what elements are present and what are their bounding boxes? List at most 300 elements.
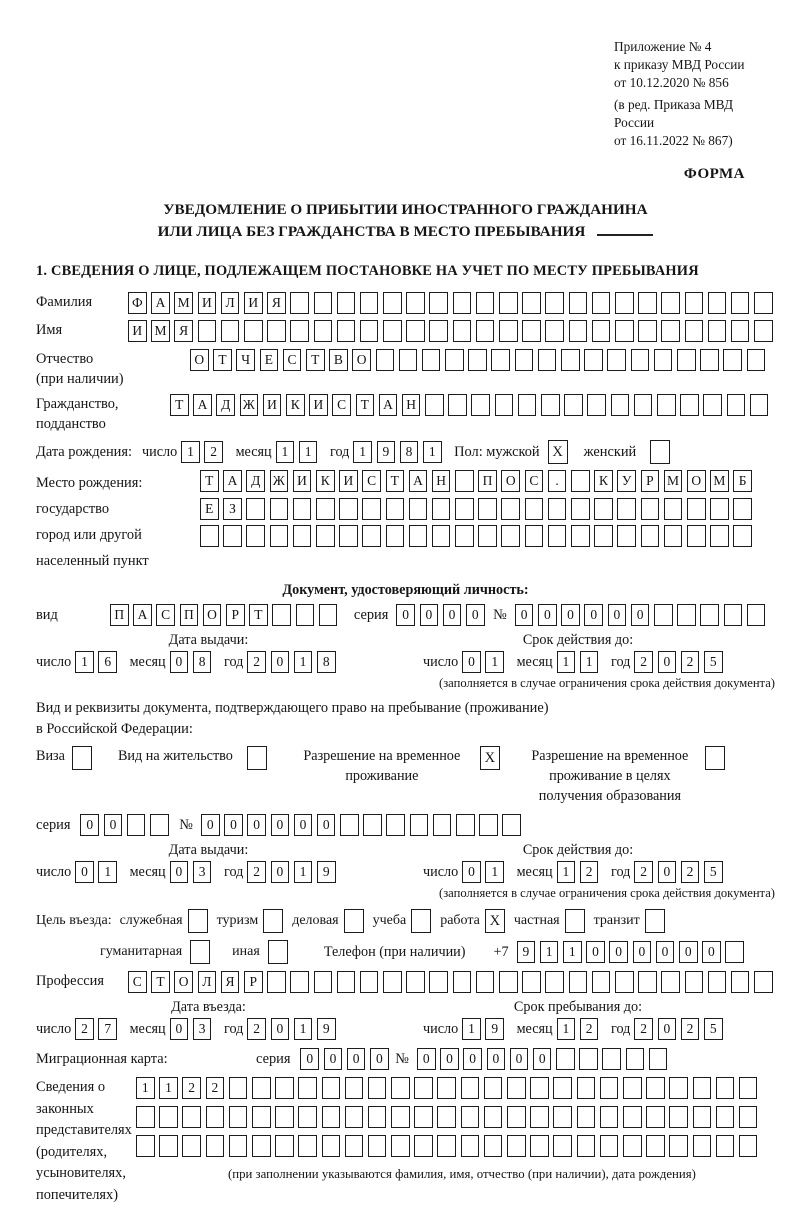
form-cell[interactable] [680,394,699,416]
form-cell[interactable] [594,525,613,547]
form-cell[interactable] [731,320,750,342]
form-cell[interactable] [479,814,498,836]
form-cell[interactable] [724,604,743,626]
form-cell[interactable] [501,525,520,547]
form-cell[interactable] [453,320,472,342]
form-cell[interactable] [275,1135,294,1157]
form-cell[interactable] [530,1106,549,1128]
form-cell[interactable] [252,1077,271,1099]
form-cell[interactable]: 0 [443,604,462,626]
form-cell[interactable] [386,498,405,520]
form-cell[interactable] [246,525,265,547]
form-cell[interactable] [478,498,497,520]
form-cell[interactable] [422,349,441,371]
form-cell[interactable]: 0 [466,604,485,626]
form-cell[interactable] [322,1135,341,1157]
form-cell[interactable] [723,349,742,371]
form-cell[interactable] [290,292,309,314]
form-cell[interactable]: 0 [586,941,605,963]
form-cell[interactable] [661,292,680,314]
form-cell[interactable] [518,394,537,416]
form-cell[interactable] [461,1077,480,1099]
form-cell[interactable] [244,320,263,342]
form-cell[interactable] [664,525,683,547]
form-cell[interactable] [649,1048,668,1070]
form-cell[interactable]: О [687,470,706,492]
form-cell[interactable]: 0 [170,1018,189,1040]
form-cell[interactable]: 7 [98,1018,117,1040]
form-cell[interactable]: Ж [240,394,259,416]
form-cell[interactable]: Т [356,394,375,416]
form-cell[interactable] [360,292,379,314]
form-cell[interactable]: 1 [159,1077,178,1099]
form-cell[interactable]: 0 [538,604,557,626]
form-cell[interactable] [577,1135,596,1157]
form-cell[interactable] [455,498,474,520]
form-cell[interactable] [587,394,606,416]
form-cell[interactable] [541,394,560,416]
form-cell[interactable] [731,971,750,993]
form-cell[interactable] [571,498,590,520]
form-cell[interactable] [429,320,448,342]
form-cell[interactable] [638,971,657,993]
form-cell[interactable] [623,1106,642,1128]
form-cell[interactable] [502,814,521,836]
form-cell[interactable] [600,1077,619,1099]
purpose-other-checkbox[interactable] [268,940,288,964]
form-cell[interactable] [685,292,704,314]
sex-male-checkbox[interactable]: X [548,440,568,464]
form-cell[interactable]: 2 [580,861,599,883]
form-cell[interactable] [290,971,309,993]
form-cell[interactable] [368,1135,387,1157]
form-cell[interactable] [322,1077,341,1099]
form-cell[interactable] [548,498,567,520]
form-cell[interactable] [515,349,534,371]
form-cell[interactable] [499,320,518,342]
form-cell[interactable] [507,1135,526,1157]
form-cell[interactable]: 0 [370,1048,389,1070]
form-cell[interactable]: 0 [702,941,721,963]
form-cell[interactable] [553,1077,572,1099]
form-cell[interactable] [360,320,379,342]
form-cell[interactable]: 1 [294,1018,313,1040]
form-cell[interactable]: 2 [204,441,223,463]
form-cell[interactable] [453,971,472,993]
form-cell[interactable] [708,292,727,314]
form-cell[interactable]: Т [200,470,219,492]
form-cell[interactable] [569,320,588,342]
form-cell[interactable]: Т [151,971,170,993]
form-cell[interactable] [267,320,286,342]
form-cell[interactable] [747,349,766,371]
form-cell[interactable]: М [664,470,683,492]
form-cell[interactable] [615,971,634,993]
form-cell[interactable]: Т [306,349,325,371]
form-cell[interactable]: 1 [181,441,200,463]
form-cell[interactable]: И [198,292,217,314]
form-cell[interactable]: 2 [247,861,266,883]
form-cell[interactable]: М [151,320,170,342]
form-cell[interactable]: 0 [300,1048,319,1070]
form-cell[interactable] [592,292,611,314]
form-cell[interactable]: 0 [75,861,94,883]
form-cell[interactable] [290,320,309,342]
sex-female-checkbox[interactable] [650,440,670,464]
form-cell[interactable] [478,525,497,547]
form-cell[interactable]: М [174,292,193,314]
form-cell[interactable] [221,320,240,342]
form-cell[interactable] [437,1106,456,1128]
form-cell[interactable]: 0 [631,604,650,626]
form-cell[interactable] [754,971,773,993]
form-cell[interactable] [623,1077,642,1099]
form-cell[interactable]: 9 [317,861,336,883]
form-cell[interactable] [617,498,636,520]
form-cell[interactable]: 6 [98,651,117,673]
form-cell[interactable]: 0 [658,861,677,883]
form-cell[interactable]: 2 [182,1077,201,1099]
form-cell[interactable]: И [309,394,328,416]
form-cell[interactable] [437,1077,456,1099]
form-cell[interactable] [631,349,650,371]
form-cell[interactable] [703,394,722,416]
form-cell[interactable] [383,292,402,314]
form-cell[interactable]: А [223,470,242,492]
form-cell[interactable] [739,1106,758,1128]
form-cell[interactable]: О [501,470,520,492]
form-cell[interactable]: 8 [193,651,212,673]
form-cell[interactable] [127,814,146,836]
form-cell[interactable]: 0 [170,861,189,883]
form-cell[interactable] [409,525,428,547]
form-cell[interactable] [731,292,750,314]
form-cell[interactable] [687,525,706,547]
form-cell[interactable] [579,1048,598,1070]
purpose-business-checkbox[interactable] [344,909,364,933]
form-cell[interactable] [136,1106,155,1128]
form-cell[interactable] [298,1077,317,1099]
form-cell[interactable] [708,971,727,993]
form-cell[interactable] [594,498,613,520]
form-cell[interactable] [252,1135,271,1157]
form-cell[interactable]: 8 [317,651,336,673]
form-cell[interactable]: С [128,971,147,993]
form-cell[interactable] [345,1106,364,1128]
form-cell[interactable] [360,971,379,993]
form-cell[interactable]: 0 [462,861,481,883]
form-cell[interactable]: 5 [704,1018,723,1040]
form-cell[interactable] [754,292,773,314]
form-cell[interactable]: Р [641,470,660,492]
form-cell[interactable] [484,1106,503,1128]
form-cell[interactable] [584,349,603,371]
form-cell[interactable]: И [244,292,263,314]
form-cell[interactable]: 1 [353,441,372,463]
form-cell[interactable] [646,1077,665,1099]
form-cell[interactable] [600,1106,619,1128]
form-cell[interactable]: Т [386,470,405,492]
form-cell[interactable] [484,1077,503,1099]
form-cell[interactable] [530,1135,549,1157]
form-cell[interactable]: И [263,394,282,416]
form-cell[interactable] [569,292,588,314]
form-cell[interactable]: Т [249,604,268,626]
form-cell[interactable]: С [156,604,175,626]
form-cell[interactable]: Н [402,394,421,416]
form-cell[interactable] [159,1135,178,1157]
form-cell[interactable] [229,1077,248,1099]
form-cell[interactable] [556,1048,575,1070]
form-cell[interactable]: Н [432,470,451,492]
form-cell[interactable] [340,814,359,836]
form-cell[interactable] [275,1077,294,1099]
form-cell[interactable] [368,1106,387,1128]
form-cell[interactable]: 0 [658,1018,677,1040]
form-cell[interactable] [577,1077,596,1099]
form-cell[interactable]: 2 [206,1077,225,1099]
form-cell[interactable] [611,394,630,416]
form-cell[interactable]: Е [260,349,279,371]
form-cell[interactable] [337,971,356,993]
form-cell[interactable] [270,525,289,547]
form-cell[interactable]: Ф [128,292,147,314]
form-cell[interactable] [754,320,773,342]
form-cell[interactable]: 1 [540,941,559,963]
form-cell[interactable]: И [339,470,358,492]
form-cell[interactable] [677,604,696,626]
form-cell[interactable] [476,971,495,993]
form-cell[interactable] [182,1106,201,1128]
form-cell[interactable]: 2 [681,1018,700,1040]
form-cell[interactable]: 1 [557,861,576,883]
form-cell[interactable] [641,498,660,520]
form-cell[interactable] [545,292,564,314]
form-cell[interactable] [677,349,696,371]
form-cell[interactable] [615,292,634,314]
form-cell[interactable] [406,292,425,314]
form-cell[interactable]: 0 [462,651,481,673]
form-cell[interactable] [501,498,520,520]
form-cell[interactable] [362,525,381,547]
form-cell[interactable] [710,525,729,547]
form-cell[interactable]: П [110,604,129,626]
form-cell[interactable]: 1 [136,1077,155,1099]
form-cell[interactable]: 2 [75,1018,94,1040]
rvp-education-checkbox[interactable] [705,746,725,770]
form-cell[interactable]: К [316,470,335,492]
form-cell[interactable]: 1 [462,1018,481,1040]
form-cell[interactable] [525,525,544,547]
form-cell[interactable]: 5 [704,861,723,883]
purpose-transit-checkbox[interactable] [645,909,665,933]
form-cell[interactable] [456,814,475,836]
form-cell[interactable]: О [190,349,209,371]
form-cell[interactable]: 1 [276,441,295,463]
form-cell[interactable]: 5 [704,651,723,673]
form-cell[interactable] [267,971,286,993]
form-cell[interactable]: 0 [463,1048,482,1070]
form-cell[interactable] [275,1106,294,1128]
form-cell[interactable] [410,814,429,836]
form-cell[interactable]: 0 [609,941,628,963]
form-cell[interactable] [298,1106,317,1128]
form-cell[interactable] [638,320,657,342]
form-cell[interactable]: 9 [377,441,396,463]
form-cell[interactable]: 1 [485,651,504,673]
rvp-checkbox[interactable]: X [480,746,500,770]
form-cell[interactable] [747,604,766,626]
form-cell[interactable] [363,814,382,836]
form-cell[interactable] [425,394,444,416]
form-cell[interactable] [445,349,464,371]
form-cell[interactable] [386,525,405,547]
form-cell[interactable] [337,320,356,342]
form-cell[interactable]: А [151,292,170,314]
form-cell[interactable]: 0 [658,651,677,673]
form-cell[interactable] [545,971,564,993]
form-cell[interactable] [693,1106,712,1128]
form-cell[interactable]: Л [221,292,240,314]
form-cell[interactable]: А [379,394,398,416]
form-cell[interactable]: О [203,604,222,626]
form-cell[interactable] [661,971,680,993]
form-cell[interactable] [693,1077,712,1099]
purpose-work-checkbox[interactable]: X [485,909,505,933]
form-cell[interactable] [484,1135,503,1157]
form-cell[interactable] [345,1135,364,1157]
form-cell[interactable] [727,394,746,416]
form-cell[interactable] [725,941,744,963]
form-cell[interactable] [339,498,358,520]
form-cell[interactable]: 9 [485,1018,504,1040]
form-cell[interactable] [293,498,312,520]
form-cell[interactable] [136,1135,155,1157]
form-cell[interactable] [314,971,333,993]
form-cell[interactable] [602,1048,621,1070]
form-cell[interactable]: 0 [533,1048,552,1070]
form-cell[interactable] [386,814,405,836]
form-cell[interactable]: 0 [271,651,290,673]
form-cell[interactable] [530,1077,549,1099]
form-cell[interactable] [229,1135,248,1157]
form-cell[interactable]: П [478,470,497,492]
form-cell[interactable]: 0 [417,1048,436,1070]
form-cell[interactable] [700,604,719,626]
visa-checkbox[interactable] [72,746,92,770]
form-cell[interactable]: 0 [510,1048,529,1070]
form-cell[interactable] [476,320,495,342]
form-cell[interactable] [399,349,418,371]
form-cell[interactable] [522,292,541,314]
form-cell[interactable] [491,349,510,371]
form-cell[interactable] [716,1106,735,1128]
form-cell[interactable] [406,320,425,342]
form-cell[interactable] [252,1106,271,1128]
form-cell[interactable] [669,1077,688,1099]
form-cell[interactable]: 1 [580,651,599,673]
form-cell[interactable]: 0 [201,814,220,836]
form-cell[interactable] [296,604,315,626]
form-cell[interactable] [669,1106,688,1128]
form-cell[interactable] [182,1135,201,1157]
form-cell[interactable]: Я [221,971,240,993]
residence-permit-checkbox[interactable] [247,746,267,770]
form-cell[interactable]: 0 [561,604,580,626]
form-cell[interactable] [657,394,676,416]
form-cell[interactable] [617,525,636,547]
form-cell[interactable] [626,1048,645,1070]
form-cell[interactable]: 0 [633,941,652,963]
form-cell[interactable]: 0 [317,814,336,836]
form-cell[interactable]: 0 [440,1048,459,1070]
form-cell[interactable]: И [293,470,312,492]
form-cell[interactable]: В [329,349,348,371]
form-cell[interactable] [448,394,467,416]
form-cell[interactable]: Д [246,470,265,492]
form-cell[interactable]: 1 [98,861,117,883]
form-cell[interactable] [564,394,583,416]
form-cell[interactable]: Ж [270,470,289,492]
form-cell[interactable] [159,1106,178,1128]
form-cell[interactable]: 1 [75,651,94,673]
form-cell[interactable]: С [332,394,351,416]
form-cell[interactable] [495,394,514,416]
form-cell[interactable] [661,320,680,342]
form-cell[interactable] [429,971,448,993]
form-cell[interactable]: С [362,470,381,492]
form-cell[interactable] [654,349,673,371]
form-cell[interactable] [522,971,541,993]
form-cell[interactable] [577,1106,596,1128]
form-cell[interactable]: 0 [294,814,313,836]
form-cell[interactable] [569,971,588,993]
form-cell[interactable] [391,1135,410,1157]
form-cell[interactable] [468,349,487,371]
form-cell[interactable]: 2 [634,861,653,883]
form-cell[interactable]: Т [170,394,189,416]
form-cell[interactable]: 2 [634,651,653,673]
form-cell[interactable]: О [174,971,193,993]
form-cell[interactable]: 0 [584,604,603,626]
form-cell[interactable] [623,1135,642,1157]
form-cell[interactable] [455,470,474,492]
form-cell[interactable]: 1 [423,441,442,463]
form-cell[interactable] [750,394,769,416]
form-cell[interactable] [525,498,544,520]
form-cell[interactable] [433,814,452,836]
form-cell[interactable]: 0 [80,814,99,836]
form-cell[interactable] [733,525,752,547]
form-cell[interactable] [270,498,289,520]
form-cell[interactable] [739,1077,758,1099]
form-cell[interactable]: 1 [294,651,313,673]
form-cell[interactable]: 2 [681,861,700,883]
form-cell[interactable]: 0 [515,604,534,626]
form-cell[interactable] [376,349,395,371]
form-cell[interactable] [316,525,335,547]
form-cell[interactable]: Р [244,971,263,993]
form-cell[interactable]: Р [226,604,245,626]
form-cell[interactable] [685,971,704,993]
form-cell[interactable]: 0 [396,604,415,626]
form-cell[interactable] [298,1135,317,1157]
form-cell[interactable] [669,1135,688,1157]
form-cell[interactable]: 0 [347,1048,366,1070]
form-cell[interactable] [716,1135,735,1157]
form-cell[interactable]: 1 [563,941,582,963]
form-cell[interactable] [646,1135,665,1157]
